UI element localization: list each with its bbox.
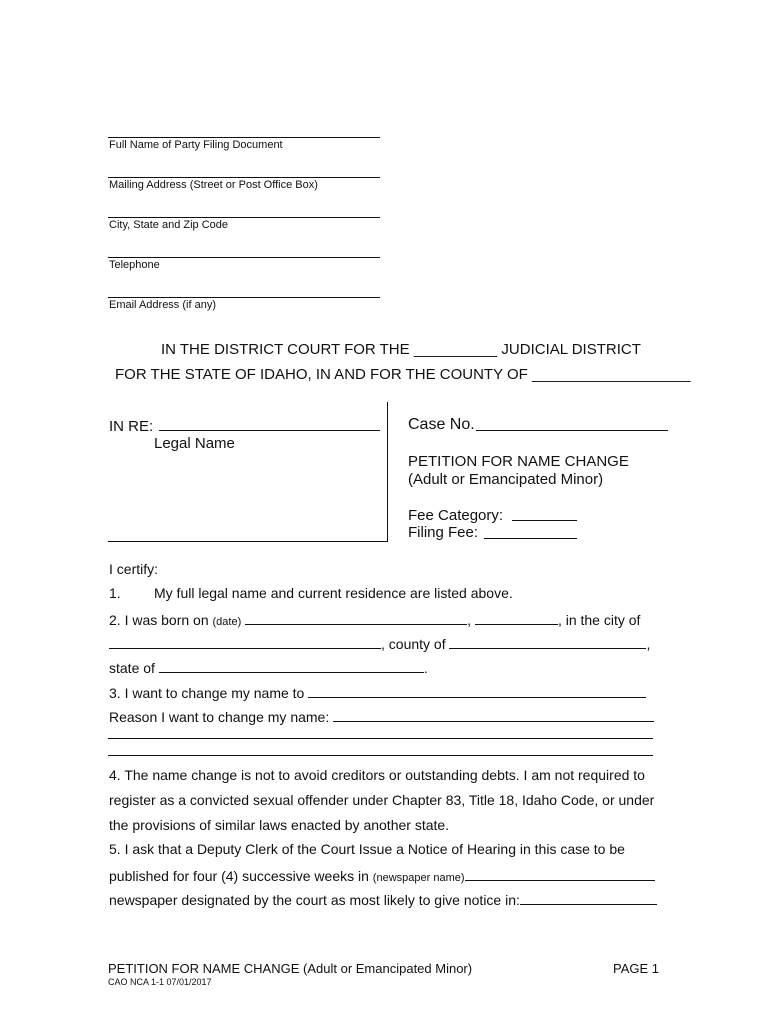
city-state-zip-line[interactable] xyxy=(108,217,380,218)
new-name-field[interactable] xyxy=(308,683,646,698)
item2-city-text: , in the city of xyxy=(557,612,641,628)
birth-date-field[interactable] xyxy=(245,610,467,625)
newspaper-name-field[interactable] xyxy=(465,866,655,881)
filing-fee-label: Filing Fee: xyxy=(408,524,479,541)
caption-bottom-rule xyxy=(108,541,388,542)
court-heading-line1 xyxy=(161,341,641,358)
caption-divider xyxy=(387,402,388,542)
fee-category-line[interactable] xyxy=(512,520,577,521)
city-state-zip-label: City, State and Zip Code xyxy=(109,219,229,231)
court-heading-text-a: IN THE DISTRICT COURT FOR THE xyxy=(161,341,410,358)
legal-name-label: Legal Name xyxy=(154,435,235,452)
full-name-line[interactable] xyxy=(108,137,380,138)
item2-date-hint: (date) xyxy=(212,616,242,628)
item2-line2 xyxy=(109,634,650,652)
item5-line1: 5. I ask that a Deputy Clerk of the Court Issue a Notice of Hearing in this case to be xyxy=(109,841,625,857)
item2-line1 xyxy=(109,610,640,628)
court-heading-line2 xyxy=(115,366,691,383)
reason-line xyxy=(109,707,654,725)
item5-line3 xyxy=(109,890,657,908)
petition-title: PETITION FOR NAME CHANGE xyxy=(408,453,629,470)
reason-field-2[interactable] xyxy=(108,738,653,739)
form-code: CAO NCA 1-1 07/01/2017 xyxy=(108,977,212,987)
telephone-line[interactable] xyxy=(108,257,380,258)
reason-field-3[interactable] xyxy=(108,755,653,756)
item2-state-text: state of xyxy=(109,660,155,676)
item4-line2: register as a convicted sexual offender under Chapter 83, Title 18, Idaho Code, or under xyxy=(109,792,655,808)
item5-published-text: published for four (4) successive weeks in xyxy=(109,868,369,884)
fee-category-label: Fee Category: xyxy=(408,507,504,524)
item3-text: 3. I want to change my name to xyxy=(109,685,305,701)
county-heading-text: FOR THE STATE OF IDAHO, IN AND FOR THE COUNTY OF xyxy=(115,366,528,383)
mailing-address-label: Mailing Address (Street or Post Office Box) xyxy=(109,179,318,191)
item2-born-text: 2. I was born on xyxy=(109,612,209,628)
email-line[interactable] xyxy=(108,297,380,298)
filing-fee-line[interactable] xyxy=(484,538,577,539)
birth-county-field[interactable] xyxy=(449,634,646,649)
item1-number: 1. xyxy=(109,585,121,601)
mailing-address-line[interactable] xyxy=(108,177,380,178)
item5-line2 xyxy=(109,866,655,884)
reason-field-1[interactable] xyxy=(333,707,654,722)
item2-comma: , xyxy=(467,612,472,628)
birth-year-field[interactable] xyxy=(475,610,558,625)
county-blank[interactable]: ___________________ xyxy=(531,366,691,383)
item5-newspaper-hint: (newspaper name) xyxy=(372,872,465,884)
case-no-label: Case No. xyxy=(408,416,475,433)
item2-line3 xyxy=(109,658,428,676)
item5-designated-text: newspaper designated by the court as most likely to give notice in: xyxy=(109,892,520,908)
item4-line3: the provisions of similar laws enacted by another state. xyxy=(109,817,450,833)
email-label: Email Address (if any) xyxy=(109,299,216,311)
certify-label: I certify: xyxy=(109,561,159,577)
footer-title: PETITION FOR NAME CHANGE (Adult or Emancipated Minor) xyxy=(108,961,473,976)
reason-label: Reason I want to change my name: xyxy=(109,709,330,725)
birth-state-field[interactable] xyxy=(159,658,424,673)
birth-city-field[interactable] xyxy=(109,634,381,649)
designated-county-field[interactable] xyxy=(520,890,657,905)
item2-county-comma: , xyxy=(646,636,651,652)
telephone-label: Telephone xyxy=(109,259,160,271)
in-re-label: IN RE: xyxy=(109,418,154,435)
item2-period: . xyxy=(423,660,428,676)
petition-subtitle: (Adult or Emancipated Minor) xyxy=(408,471,604,488)
judicial-district-blank[interactable]: __________ xyxy=(413,341,498,358)
item2-county-text: , county of xyxy=(381,636,446,652)
item3-line xyxy=(109,683,646,701)
full-name-label: Full Name of Party Filing Document xyxy=(109,139,283,151)
item4-line1: 4. The name change is not to avoid creditors or outstanding debts. I am not required to xyxy=(109,767,645,783)
court-heading-text-b: JUDICIAL DISTRICT xyxy=(501,341,641,358)
in-re-name-line[interactable] xyxy=(159,430,380,431)
case-no-line[interactable] xyxy=(476,430,668,431)
page-number: PAGE 1 xyxy=(613,961,660,976)
item1-text: My full legal name and current residence are listed above. xyxy=(154,585,513,601)
